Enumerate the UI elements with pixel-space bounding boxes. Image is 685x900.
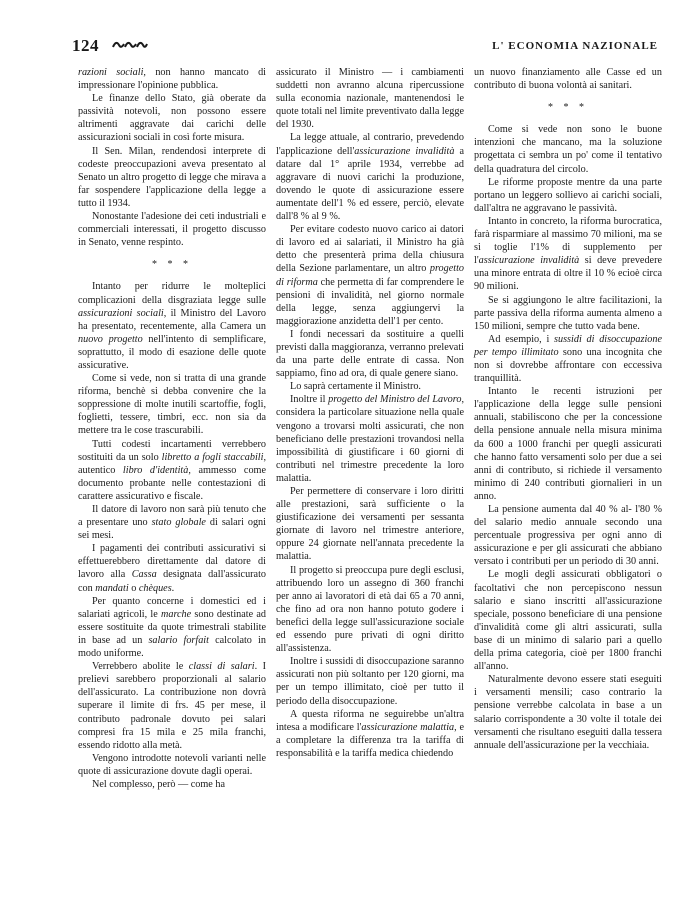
paragraph: razioni sociali, non hanno mancato di impressionare l'opinione pubblica. bbox=[78, 67, 266, 92]
paragraph: Nel complesso, però — come ha bbox=[92, 778, 225, 790]
paragraph: Per quanto concerne i domestici ed i salariati agricoli, le marche sono destinate ad essere sostituite da quote trimestrali stabilite in base ad un salario forfait calcolato in modo uniforme. bbox=[78, 595, 266, 660]
paragraph: Il Sen. Milan, rendendosi interprete di codeste preoccupazioni aveva presentato al Senato un altro progetto di legge che mirava a far sospendere l'applicazione della legge a tutto il 1934. bbox=[78, 145, 266, 209]
paragraph: Lo saprà certamente il Ministro. bbox=[290, 381, 421, 393]
paragraph: Il progetto si preoccupa pure degli esclusi, attribuendo loro un assegno di 360 franchi per anno ai lavoratori di età dai 65 a 70 anni, che fino ad ora non hanno potuto godere i benefici della legge sull'assicurazione sociale ed essendo pure privati di ogni diritto all'assistenza. bbox=[276, 564, 464, 655]
paragraph: I fondi necessari da sostituire a quelli previsti dalla maggioranza, verranno prelevati da una parte delle entrate di cassa. Non sappiamo, fino ad ora, di quale genere siano. bbox=[276, 328, 464, 380]
paragraph: Le finanze dello Stato, già oberate da passività notevoli, non possono essere altrimenti aggravate dai carichi delle assicurazioni sociali in così forte misura. bbox=[78, 93, 266, 144]
paragraph: A questa riforma ne seguirebbe un'altra intesa a modificare l'assicurazione malattia, e a completare la differenza tra la tariffa di responsabilità e la tariffa medica chiedendo bbox=[276, 708, 464, 759]
paragraph: Intanto le recenti istruzioni per l'applicazione della legge sulle pensioni annuali, stabiliscono che per la concessione della pensione annuale nella misura minima da 600 a 1000 franchi per quegli assicurati che hanno fatto versamenti solo per due a sei anni di contributo, si richiede il versamento minimo di 240 contributi giornalieri in un anno. bbox=[474, 386, 662, 502]
paragraph: Le mogli degli assicurati obbligatori o facoltativi che non percepiscono nessun salario e siano inscritti all'assicurazione speciale, possono beneficiare di una pensione d'invalidità come gli altri assicurati, sulla base di un minimo di salario pari a quello della prima categoria, cioè per 1800 franchi all'anno. bbox=[474, 569, 662, 673]
paragraph: La pensione aumenta dal 40 % al- l'80 % del salario medio annuale secondo una percentuale progressiva per ogni anno di assicurazione e per gli assicurati che abbiano versato i contributi per un periodo di 30 anni. bbox=[474, 504, 662, 568]
journal-title: L' ECONOMIA NAZIONALE bbox=[492, 40, 658, 52]
page-number: 124 bbox=[72, 36, 99, 55]
paragraph: I pagamenti dei contributi assicurativi si effettuerebbero direttamente dal datore di lavoro alla Cassa designata dall'assicurato con mandati o chèques. bbox=[78, 543, 266, 594]
paragraph: Nonostante l'adesione dei ceti industriali e commerciali interessati, il progetto discusso in Senato, venne respinto. bbox=[78, 211, 266, 249]
paragraph: Verrebbero abolite le classi di salari. I prelievi sarebbero proporzionali al salario dell'assicurato. La contribuzione non dovrà superare il limite di frs. 45 per mese, il contributo padronale dovuto pei salari compresi fra 15 mila e 25 mila franchi, essendo ridotto alla metà. bbox=[78, 661, 266, 751]
paragraph: un nuovo finanziamento alle Casse ed un contributo di buona volontà ai sanitari. bbox=[474, 67, 662, 92]
paragraph: Per evitare codesto nuovo carico ai datori di lavoro ed ai salariati, il Ministro ha già detto che presenterà prima della chiusura della Sezione parlamentare, un altro progetto di riforma che permetta di far comprendere le pensioni di invalidità, nel giorno normale della legge, senza aggiungervi la maggiorazione anzidetta dell'1 per cento. bbox=[276, 224, 465, 327]
paragraph: Intanto in concreto, la riforma burocratica, farà risparmiare al massimo 70 milioni, ma se si toglie l'1% di supplemento per l'assicurazione invalidità si deve prevedere una minore entrata di oltre il 10 % ecioè circa 90 milioni. bbox=[474, 215, 662, 293]
paragraph: Inoltre il progetto del Ministro del Lavoro, considera la particolare situazione nella quale vengono a trovarsi molti assicurati, che non beneficiano delle prestazioni trovandosi nella impossibilità di giustificare i 60 giorni di contributi nel trimestre precedente la loro malattia. bbox=[276, 394, 464, 484]
paragraph: Per permettere di conservare i loro diritti alle prestazioni, sarà sufficiente o la giustificazione dei versamenti per sessanta giornate di lavoro nel trimestre anteriore, oppure 24 giornate nell'annata precedente la malattia. bbox=[276, 486, 464, 563]
paragraph: Se si aggiungono le altre facilitazioni, la parte passiva della riforma aumenta almeno a 150 milioni, sempre che tutto vada bene. bbox=[474, 294, 662, 332]
page-header bbox=[72, 36, 662, 58]
paragraph: Come si vede, non si tratta di una grande riforma, benchè si debba convenire che la soppressione di molte inutili scartoffie, fogli, foglietti, tessere, timbri, ecc. non sia da mettere tra le cose trascurabili. bbox=[78, 373, 266, 437]
paragraph: Vengono introdotte notevoli varianti nelle quote di assicurazione dovute dagli operai. bbox=[78, 752, 266, 777]
section-separator: * * * bbox=[548, 102, 588, 114]
ornament-icon bbox=[112, 39, 148, 51]
paragraph: Ad esempio, i sussidi di disoccupazione per tempo illimitato sono una incognita che non si dovrebbe affrontare con eccessiva tranquillità. bbox=[474, 333, 663, 385]
paragraph: Naturalmente devono essere stati eseguiti i versamenti mensili; caso contrario la pensione verrebbe calcolata in base a un salario corrispondente a 30 volte il totale dei versamenti che risultano eseguiti dalla tessera annuale dell'assicurazione per la vecchiaia. bbox=[474, 674, 662, 751]
section-separator: * * * bbox=[152, 259, 192, 271]
paragraph: Il datore di lavoro non sarà più tenuto che a presentare uno stato globale di salari ogni sei mesi. bbox=[78, 504, 266, 542]
paragraph: Come si vede non sono le buone intenzioni che mancano, ma la soluzione progettata ci sembra un po' come il tentativo della quadratura del circolo. bbox=[474, 124, 662, 175]
paragraph: Tutti codesti incartamenti verrebbero sostituiti da un solo libretto a fogli staccabili, autentico libro d'identità, ammesso come documento probante nelle contestazioni di carattere assicurativo e fiscale. bbox=[78, 438, 266, 502]
paragraph: La legge attuale, al contrario, prevedendo l'applicazione dell'assicurazione invalidità a datare dal 1° aprile 1934, verrebbe ad aggravare di nuovi carichi la produzione, dovendo le quote di assicurazione essere aumentate dell'1 % ed essere, perciò, elevate dall'8 % al 9 %. bbox=[276, 132, 464, 223]
paragraph: assicurato il Ministro — i cambiamenti suddetti non avranno alcuna ripercussione sulla economia nazionale, mantenendosi le quote totali nel limite preventivato dalla legge del 1930. bbox=[276, 67, 464, 131]
paragraph: Le riforme proposte mentre da una parte portano un leggero sollievo ai carichi sociali, dall'altra ne aggravano le passività. bbox=[474, 176, 662, 214]
text-column-2 bbox=[276, 66, 464, 760]
paragraph: Intanto per ridurre le molteplici complicazioni della disgraziata legge sulle assicurazioni sociali, il Ministro del Lavoro ha presentato, recentemente, alla Camera un nuovo progetto nell'intento di semplificare, soprattutto, il modo di esazione delle quote assicurative. bbox=[78, 281, 266, 371]
text-column-3 bbox=[474, 66, 662, 752]
paragraph: Inoltre i sussidi di disoccupazione saranno assicurati non più soltanto per 120 giorni, ma per un tempo illimitato, cioè per tutto il periodo della disoccupazione. bbox=[276, 656, 464, 707]
text-column-1 bbox=[78, 66, 266, 791]
